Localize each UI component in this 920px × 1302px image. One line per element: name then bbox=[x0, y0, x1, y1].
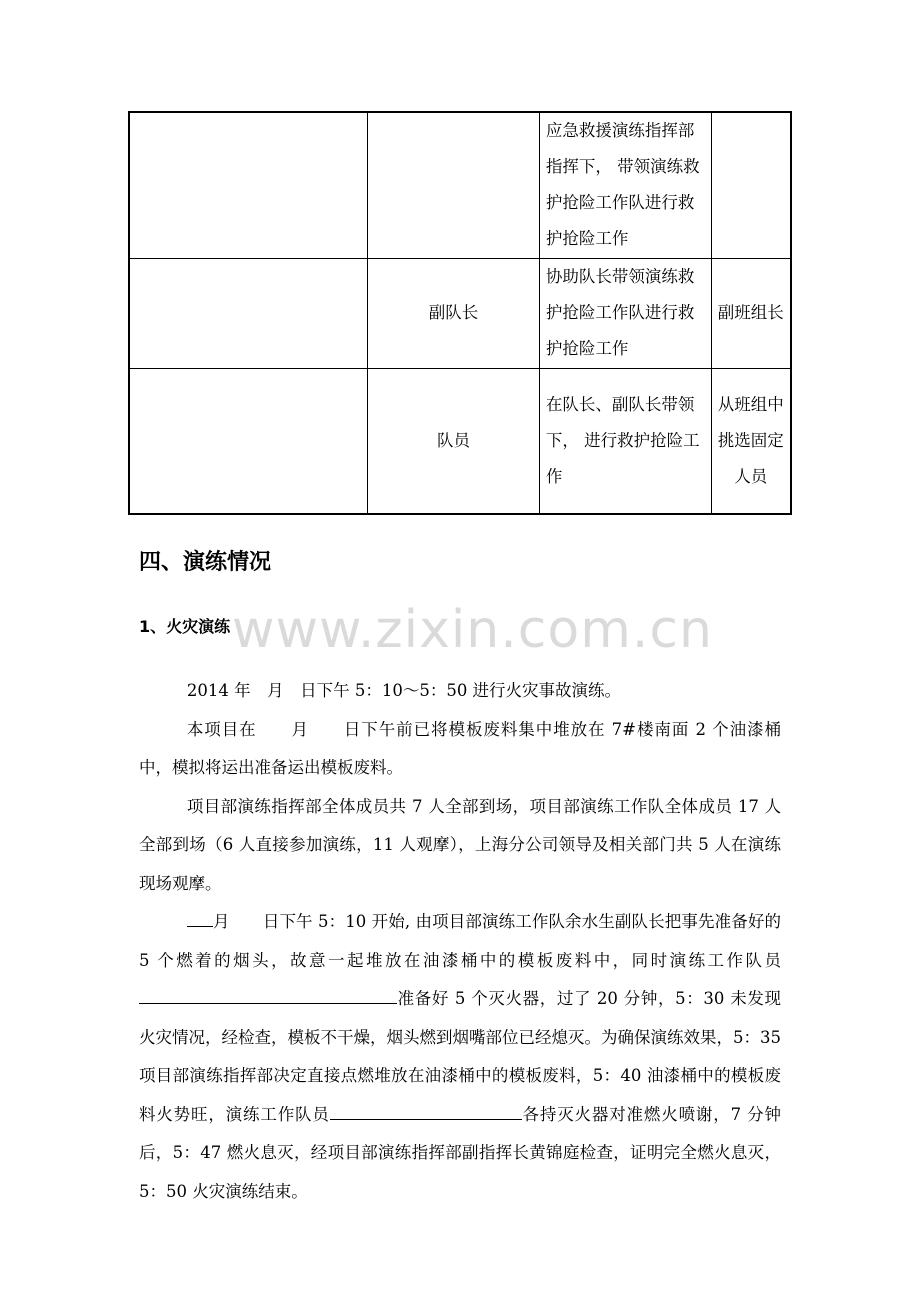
role-cell: 队员 bbox=[368, 368, 540, 514]
table-row bbox=[129, 112, 791, 258]
paragraph-4-part-b: 准备好 5 个灭火器，过了 20 分钟，5：30 未发现火灾情况，经检查，模板不干燥，烟头燃到烟嘴部位已经熄灭。为确保演练效果，5：35 项目部演练指挥部决定直接点燃堆放在油漆桶中的模板废料，5：40 油漆桶中的模板废料火势旺，演练工作队员 bbox=[139, 989, 781, 1124]
section-subheading: 1、火灾演练 bbox=[139, 617, 231, 636]
person-cell bbox=[711, 112, 791, 258]
role-cell: 副队长 bbox=[368, 258, 540, 368]
person-cell: 副班组长 bbox=[711, 258, 791, 368]
duty-cell: 在队长、副队长带领下， 进行救护抢险工作 bbox=[539, 368, 711, 514]
paragraph-1: 2014 年 月 日下午 5：10～5：50 进行火灾事故演练。 bbox=[186, 681, 622, 700]
paragraph-2: 本项目在 月 日下午前已将模板废料集中堆放在 7#楼南面 2 个油漆桶中，模拟将运出准备运出模板废料。 bbox=[139, 719, 781, 777]
paragraph-4 bbox=[139, 903, 781, 1211]
paragraph-4-part-c: 各持灭火器对准燃火喷谢，7 分钟后，5：47 燃火息灭，经项目部演练指挥部副指挥长黄锦庭检查，证明完全燃火息灭，5：50 火灾演练结束。 bbox=[139, 1104, 781, 1201]
watermark: www.zixin.com.cn bbox=[232, 600, 713, 660]
paragraph-3: 项目部演练指挥部全体成员共 7 人全部到场，项目部演练工作队全体成员 17 人全部到场（6 人直接参加演练，11 人观摩），上海分公司领导及相关部门共 5 人在演练现场观摩。 bbox=[139, 796, 781, 893]
blank-line bbox=[139, 986, 397, 1004]
dept-cell bbox=[129, 368, 368, 514]
role-cell bbox=[368, 112, 540, 258]
paragraph-4-part-a: 月 日下午 5：10 开始, 由项目部演练工作队余水生副队长把事先准备好的 5 个燃着的烟头，故意一起堆放在油漆桶中的模板废料中，同时演练工作队员 bbox=[139, 912, 781, 970]
dept-cell bbox=[129, 258, 368, 368]
table-row bbox=[129, 258, 791, 368]
duty-cell: 协助队长带领演练救护抢险工作队进行救护抢险工作 bbox=[539, 258, 711, 368]
blank-line bbox=[330, 1101, 522, 1119]
person-cell: 从班组中挑选固定人员 bbox=[711, 368, 791, 514]
dept-cell bbox=[129, 112, 368, 258]
blank-line bbox=[187, 909, 213, 927]
duty-cell: 应急救援演练指挥部指挥下， 带领演练救护抢险工作队进行救护抢险工作 bbox=[539, 112, 711, 258]
table-row bbox=[129, 368, 791, 514]
role-table bbox=[128, 111, 792, 515]
section-heading: 四、演练情况 bbox=[139, 550, 272, 575]
body-text bbox=[139, 672, 781, 1211]
